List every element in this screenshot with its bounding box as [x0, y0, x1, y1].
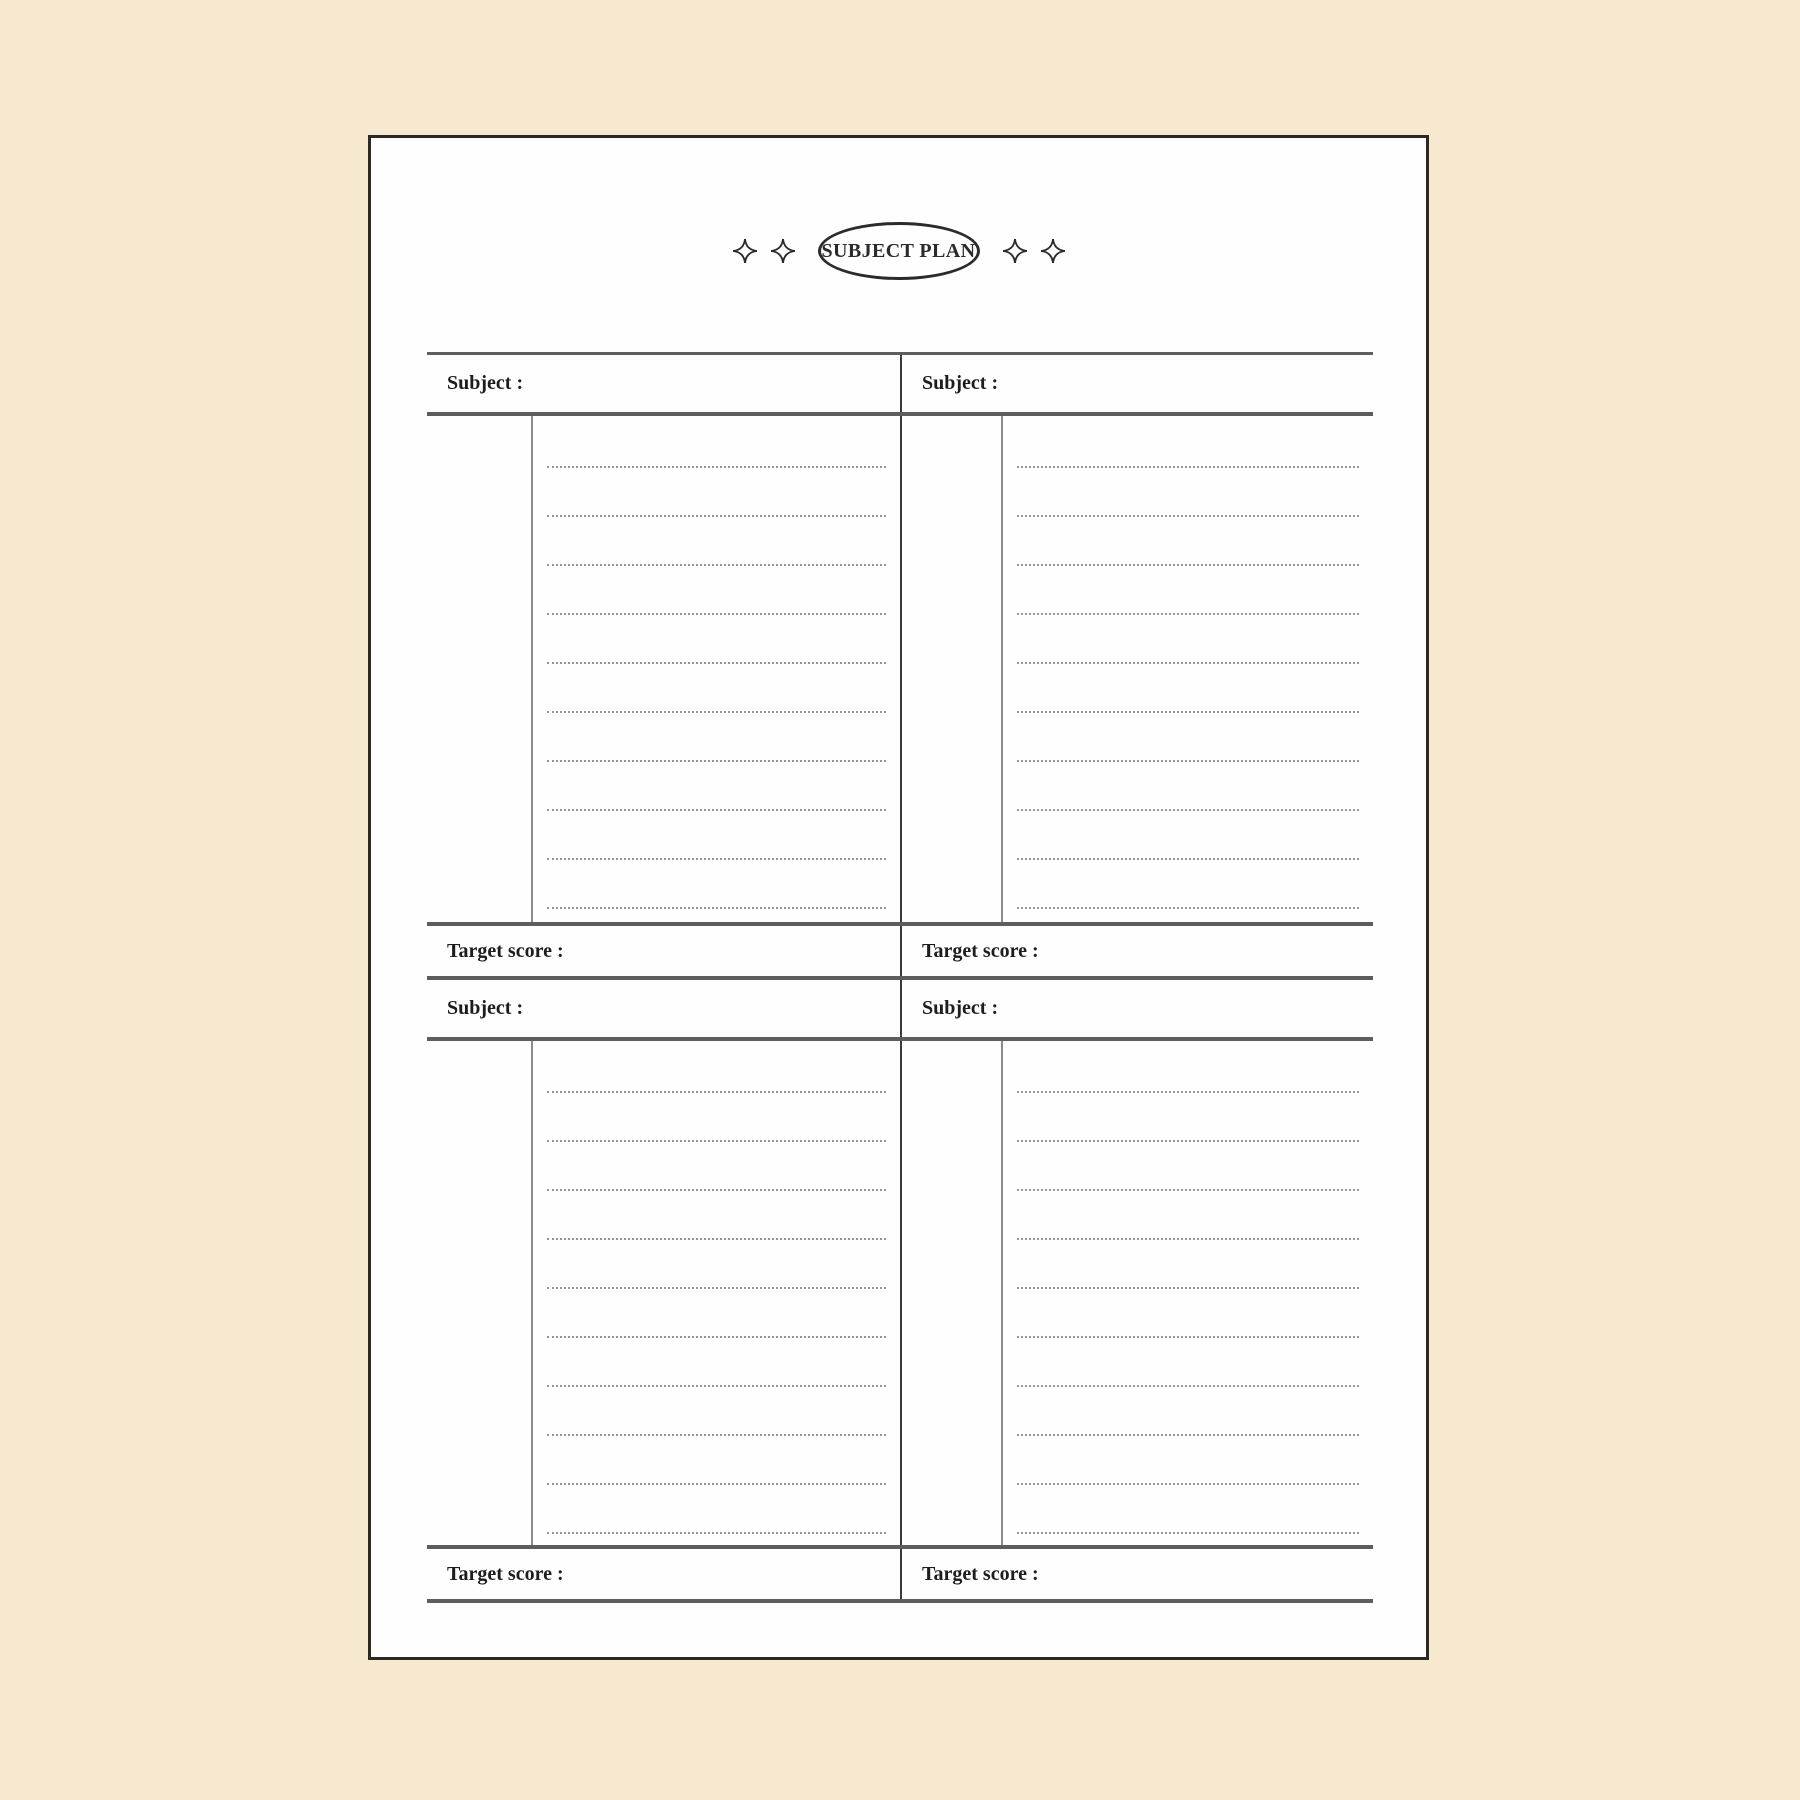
sparkle-icon: [1040, 238, 1066, 264]
quadrant-top-left: [427, 416, 900, 922]
note-line: [547, 860, 886, 909]
quadrant-bottom-left: [427, 1041, 900, 1545]
subject-value-area[interactable]: [523, 980, 900, 1037]
side-margin-column: [427, 416, 533, 922]
subject-value-area[interactable]: [998, 980, 1373, 1037]
note-line: [1017, 1289, 1359, 1338]
note-line: [1017, 1338, 1359, 1387]
subject-label: Subject :: [447, 372, 524, 394]
notes-area[interactable]: [533, 1041, 900, 1545]
note-line: [547, 1289, 886, 1338]
subject-header-row-lower: [427, 980, 1373, 1041]
quadrant-bottom-right: [900, 1041, 1373, 1545]
note-line: [1017, 1093, 1359, 1142]
note-line: [547, 1142, 886, 1191]
note-line: [1017, 1387, 1359, 1436]
subject-plan-page: [368, 135, 1429, 1660]
note-line: [547, 1436, 886, 1485]
note-line: [547, 664, 886, 713]
note-line: [1017, 1142, 1359, 1191]
subject-field-bottom-left: [427, 980, 900, 1037]
note-line: [547, 811, 886, 860]
note-line: [1017, 860, 1359, 909]
note-line: [547, 1485, 886, 1534]
target-score-row-lower: [427, 1549, 1373, 1603]
note-line: [1017, 615, 1359, 664]
quadrant-top-right: [900, 416, 1373, 922]
target-score-value-area[interactable]: [564, 1549, 900, 1599]
note-line: [547, 1240, 886, 1289]
subject-label: Subject :: [922, 372, 999, 394]
subject-label: Subject :: [447, 997, 524, 1019]
subject-label: Subject :: [922, 997, 999, 1019]
notes-row-upper: [427, 416, 1373, 926]
target-score-label: Target score :: [447, 1562, 564, 1585]
note-line: [1017, 1485, 1359, 1534]
target-score-field-bottom-left: [427, 1549, 900, 1599]
note-line: [547, 517, 886, 566]
sparkle-icon: [1002, 238, 1028, 264]
note-line: [547, 1191, 886, 1240]
target-score-field-top-left: [427, 926, 900, 976]
page-title-badge: [818, 222, 980, 280]
note-line: [1017, 1240, 1359, 1289]
note-line: [1017, 517, 1359, 566]
note-line: [547, 713, 886, 762]
side-margin-column: [902, 416, 1003, 922]
note-line: [547, 419, 886, 468]
note-line: [547, 1387, 886, 1436]
subject-value-area[interactable]: [998, 355, 1373, 412]
sparkle-icon: [770, 238, 796, 264]
notes-area[interactable]: [533, 416, 900, 922]
note-line: [1017, 1436, 1359, 1485]
note-line: [1017, 664, 1359, 713]
target-score-field-bottom-right: [900, 1549, 1373, 1599]
note-line: [547, 468, 886, 517]
note-line: [1017, 468, 1359, 517]
note-line: [547, 1093, 886, 1142]
notes-area[interactable]: [1003, 1041, 1373, 1545]
sparkle-icon: [732, 238, 758, 264]
notes-row-lower: [427, 1041, 1373, 1549]
page-header: [371, 222, 1426, 280]
target-score-row-upper: [427, 926, 1373, 980]
page-title: SUBJECT PLAN: [821, 239, 976, 262]
target-score-value-area[interactable]: [1039, 926, 1373, 976]
subject-plan-table: [427, 352, 1373, 1603]
side-margin-column: [902, 1041, 1003, 1545]
note-line: [1017, 1191, 1359, 1240]
side-margin-column: [427, 1041, 533, 1545]
target-score-value-area[interactable]: [564, 926, 900, 976]
target-score-label: Target score :: [922, 939, 1039, 962]
note-line: [1017, 1044, 1359, 1093]
subject-field-top-left: [427, 355, 900, 412]
target-score-field-top-right: [900, 926, 1373, 976]
target-score-value-area[interactable]: [1039, 1549, 1373, 1599]
note-line: [1017, 762, 1359, 811]
note-line: [1017, 811, 1359, 860]
note-line: [1017, 419, 1359, 468]
subject-field-top-right: [900, 355, 1373, 412]
subject-header-row-upper: [427, 355, 1373, 416]
subject-field-bottom-right: [900, 980, 1373, 1037]
note-line: [547, 566, 886, 615]
target-score-label: Target score :: [922, 1562, 1039, 1585]
note-line: [547, 1338, 886, 1387]
notes-area[interactable]: [1003, 416, 1373, 922]
note-line: [547, 615, 886, 664]
note-line: [547, 762, 886, 811]
note-line: [1017, 713, 1359, 762]
note-line: [547, 1044, 886, 1093]
subject-value-area[interactable]: [523, 355, 900, 412]
note-line: [1017, 566, 1359, 615]
target-score-label: Target score :: [447, 939, 564, 962]
